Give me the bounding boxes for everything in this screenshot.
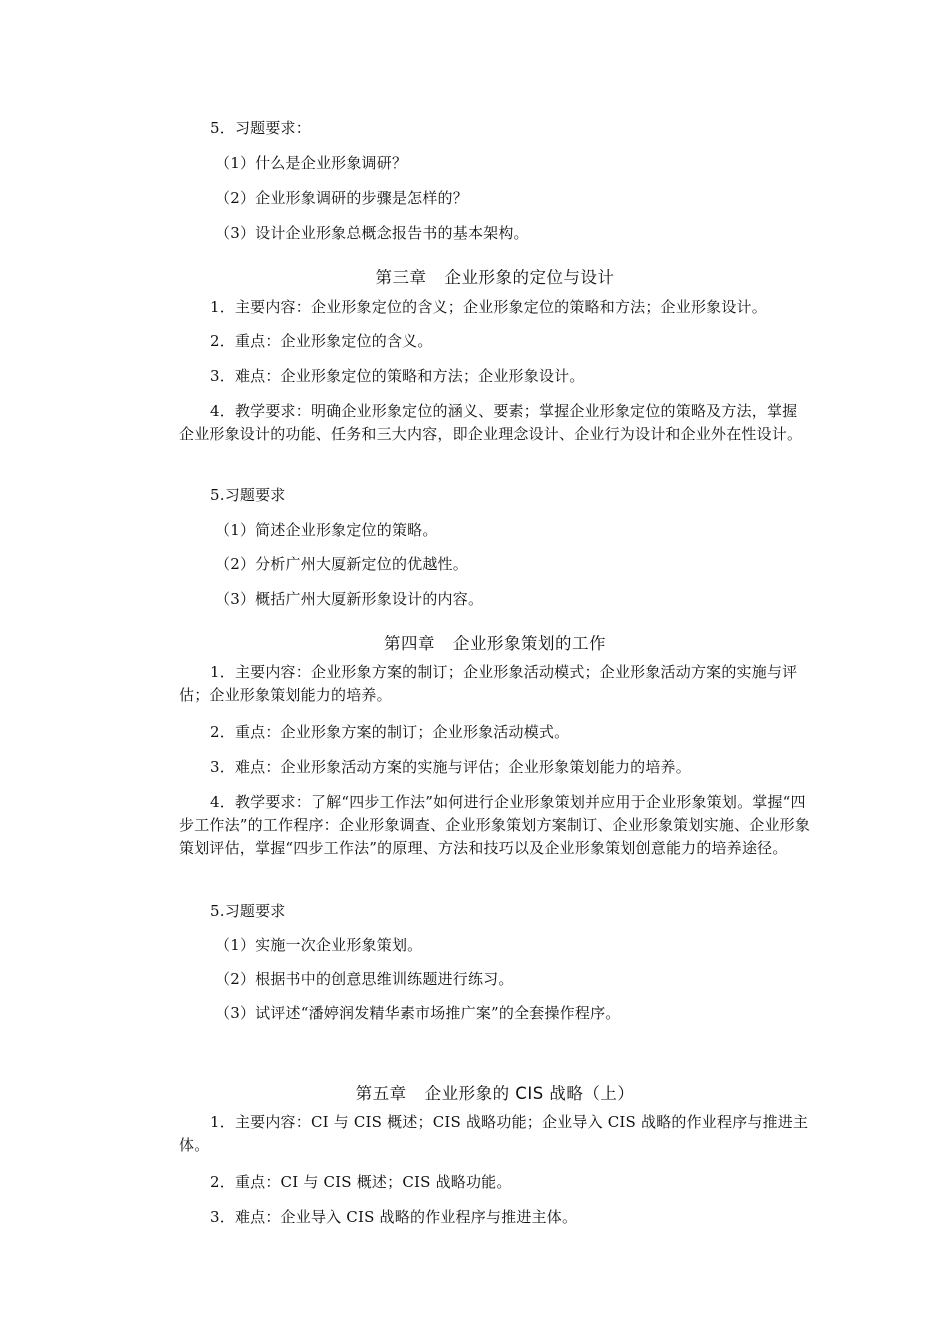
- chapter5-title: 企业形象的 CIS 战略（上）: [424, 1084, 635, 1103]
- chapter3-exercise-q2: （2）分析广州大厦新定位的优越性。: [215, 555, 468, 573]
- chapter3-exercise-q3: （3）概括广州大厦新形象设计的内容。: [215, 590, 484, 608]
- chapter4-exercise-title: 5.习题要求: [210, 902, 286, 920]
- chapter4-key: 2．重点：企业形象方案的制订；企业形象活动模式。: [210, 723, 570, 741]
- chapter5-heading: [179, 1082, 811, 1106]
- prev-exercise-title: 5．习题要求：: [210, 119, 311, 137]
- chapter3-exercise-q1: （1）简述企业形象定位的策略。: [215, 521, 438, 539]
- chapter3-key: 2．重点：企业形象定位的含义。: [210, 332, 433, 350]
- chapter4-exercise-q1: （1）实施一次企业形象策划。: [215, 936, 423, 954]
- prev-exercise-q3: （3）设计企业形象总概念报告书的基本架构。: [215, 224, 529, 242]
- chapter5-content: 1．主要内容：CI 与 CIS 概述；CIS 战略功能；企业导入 CIS 战略的作业程序与推进主体。: [179, 1113, 809, 1154]
- chapter3-difficult: 3．难点：企业形象定位的策略和方法；企业形象设计。: [210, 367, 585, 385]
- chapter5-key: 2．重点：CI 与 CIS 概述；CIS 战略功能。: [210, 1173, 512, 1191]
- chapter4-number: 第四章: [384, 634, 435, 653]
- chapter3-number: 第三章: [375, 268, 427, 287]
- chapter3-exercise-title: 5.习题要求: [210, 486, 286, 504]
- chapter3-content: 1．主要内容：企业形象定位的含义；企业形象定位的策略和方法；企业形象设计。: [210, 298, 767, 316]
- chapter4-difficult: 3．难点：企业形象活动方案的实施与评估；企业形象策划能力的培养。: [210, 758, 691, 776]
- chapter4-title: 企业形象策划的工作: [453, 634, 606, 653]
- chapter4-teaching: 4．教学要求：了解“四步工作法”如何进行企业形象策划并应用于企业形象策划。掌握“四步工作法”的工作程序：企业形象调查、企业形象策划方案制订、企业形象策划实施、企业形象策划评估，掌握“四步工作法”的原理、方法和技巧以及企业形象策划创意能力的培养途径。: [179, 793, 811, 857]
- chapter4-heading: [179, 632, 811, 656]
- prev-exercise-q1: （1）什么是企业形象调研？: [215, 154, 408, 172]
- chapter3-heading: [179, 266, 811, 290]
- chapter4-exercise-q3: （3）试评述“潘婷润发精华素市场推广案”的全套操作程序。: [215, 1004, 621, 1022]
- chapter4-content: 1．主要内容：企业形象方案的制订；企业形象活动模式；企业形象活动方案的实施与评估；企业形象策划能力的培养。: [179, 663, 798, 704]
- prev-exercise-q2: （2）企业形象调研的步骤是怎样的？: [215, 189, 468, 207]
- chapter3-title: 企业形象的定位与设计: [444, 268, 615, 287]
- chapter3-teaching: 4．教学要求：明确企业形象定位的涵义、要素；掌握企业形象定位的策略及方法，掌握企业形象设计的功能、任务和三大内容，即企业理念设计、企业行为设计和企业外在性设计。: [179, 402, 803, 443]
- chapter4-exercise-q2: （2）根据书中的创意思维训练题进行练习。: [215, 970, 514, 988]
- chapter5-difficult: 3．难点：企业导入 CIS 战略的作业程序与推进主体。: [210, 1208, 578, 1226]
- chapter5-number: 第五章: [355, 1084, 407, 1103]
